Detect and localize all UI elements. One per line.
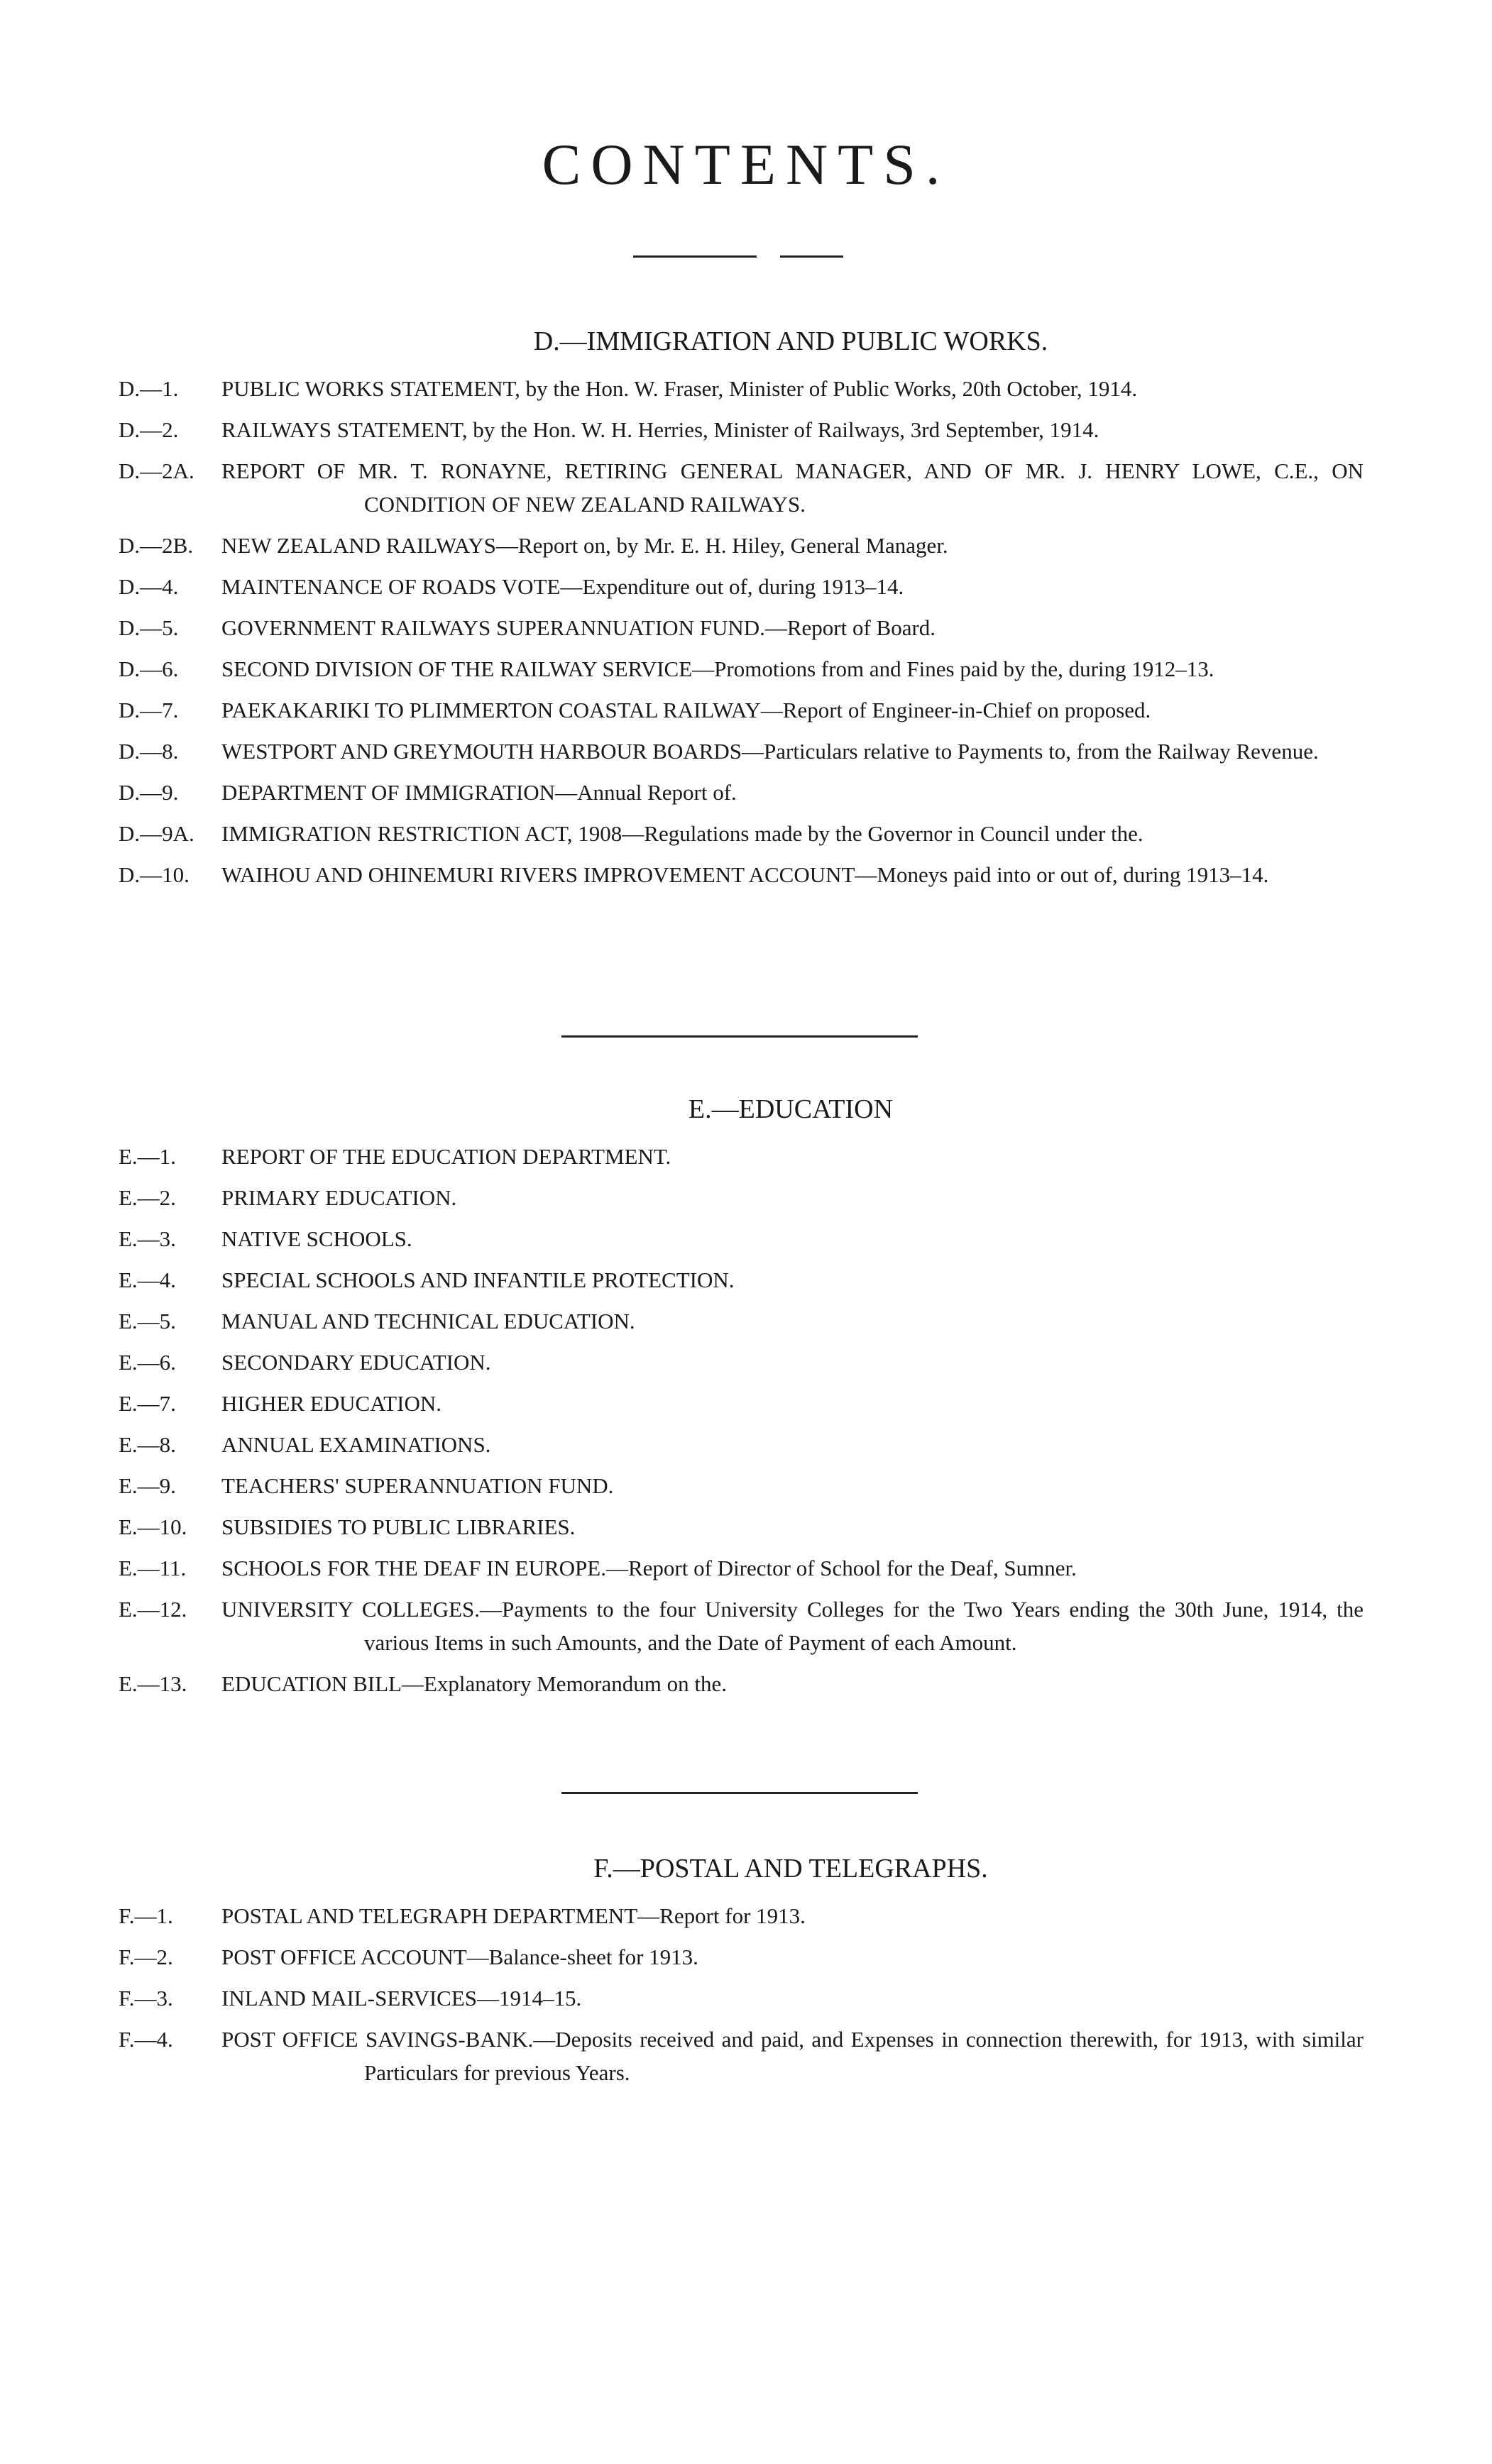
entry-text: WAIHOU AND OHINEMURI RIVERS IMPROVEMENT ACCOUNT—Moneys paid into or out of, during 1913–14. <box>221 862 1269 887</box>
entry-code: E.—3. <box>119 1226 176 1251</box>
contents-entry <box>119 1940 1364 1974</box>
contents-entry <box>119 529 1364 562</box>
entry-code: D.—10. <box>119 862 190 887</box>
section-education <box>119 1087 1364 1708</box>
entry-code: D.—4. <box>119 574 179 599</box>
entry-code: E.—10. <box>119 1514 187 1539</box>
entry-text: HIGHER EDUCATION. <box>221 1391 441 1416</box>
section-immigration-public-works <box>119 319 1364 899</box>
entry-text: POSTAL AND TELEGRAPH DEPARTMENT—Report for 1913. <box>221 1903 806 1928</box>
entry-code: E.—5. <box>119 1309 176 1333</box>
entry-text: POST OFFICE SAVINGS-BANK.—Deposits received and paid, and Expenses in connection therewith, for 1913, with similar Particulars for previous Years. <box>221 2027 1364 2085</box>
contents-entry <box>119 1346 1364 1379</box>
entry-text: MANUAL AND TECHNICAL EDUCATION. <box>221 1309 635 1333</box>
entry-text: UNIVERSITY COLLEGES.—Payments to the four University Colleges for the Two Years ending the 30th June, 1914, the various Items in such Amounts, and the Date of Payment of each Amount. <box>221 1597 1364 1655</box>
contents-entry <box>119 1387 1364 1420</box>
entry-code: E.—6. <box>119 1350 176 1375</box>
entry-code: E.—11. <box>119 1556 187 1580</box>
entry-text: NEW ZEALAND RAILWAYS—Report on, by Mr. E. H. Hiley, General Manager. <box>221 533 948 558</box>
contents-entry <box>119 1593 1364 1659</box>
contents-entry <box>119 776 1364 809</box>
entry-code: D.—2. <box>119 417 179 442</box>
contents-entry <box>119 2023 1364 2089</box>
entry-code: F.—1. <box>119 1903 173 1928</box>
entry-text: PRIMARY EDUCATION. <box>221 1185 457 1210</box>
entry-code: E.—9. <box>119 1473 176 1498</box>
contents-entry <box>119 1667 1364 1700</box>
entry-text: IMMIGRATION RESTRICTION ACT, 1908—Regulations made by the Governor in Council under the. <box>221 821 1143 846</box>
entry-code: D.—9. <box>119 780 179 805</box>
contents-entry <box>119 817 1364 850</box>
entry-code: E.—13. <box>119 1671 187 1696</box>
entry-code: D.—7. <box>119 698 179 722</box>
contents-entry <box>119 1469 1364 1502</box>
entry-code: D.—8. <box>119 739 179 764</box>
contents-entry <box>119 372 1364 405</box>
contents-entry <box>119 570 1364 603</box>
contents-entry <box>119 1304 1364 1338</box>
entry-text: TEACHERS' SUPERANNUATION FUND. <box>221 1473 614 1498</box>
entry-code: D.—1. <box>119 376 179 401</box>
entry-text: PUBLIC WORKS STATEMENT, by the Hon. W. Fraser, Minister of Public Works, 20th October, 1914. <box>221 376 1138 401</box>
entry-code: E.—1. <box>119 1144 176 1169</box>
contents-entry <box>119 1263 1364 1297</box>
entry-text: WESTPORT AND GREYMOUTH HARBOUR BOARDS—Particulars relative to Payments to, from the Railway Revenue. <box>221 739 1319 764</box>
contents-entry <box>119 1899 1364 1932</box>
entry-text: ANNUAL EXAMINATIONS. <box>221 1432 491 1457</box>
contents-entry <box>119 693 1364 727</box>
entry-code: F.—2. <box>119 1945 173 1969</box>
section-heading: E.—EDUCATION <box>688 1094 894 1124</box>
section-postal-telegraphs <box>119 1847 1364 2097</box>
divider <box>780 255 843 258</box>
entry-code: E.—8. <box>119 1432 176 1457</box>
contents-entry <box>119 413 1364 446</box>
contents-entry <box>119 1981 1364 2015</box>
contents-entry <box>119 454 1364 521</box>
entry-text: POST OFFICE ACCOUNT—Balance-sheet for 1913. <box>221 1945 698 1969</box>
page-title: CONTENTS. <box>542 132 950 197</box>
contents-entry <box>119 1428 1364 1461</box>
entry-text: SECOND DIVISION OF THE RAILWAY SERVICE—Promotions from and Fines paid by the, during 1912–13. <box>221 656 1214 681</box>
contents-entry <box>119 735 1364 768</box>
entry-text: GOVERNMENT RAILWAYS SUPERANNUATION FUND.—Report of Board. <box>221 615 936 640</box>
entry-code: E.—7. <box>119 1391 176 1416</box>
section-heading: D.—IMMIGRATION AND PUBLIC WORKS. <box>533 326 1048 356</box>
entry-text: PAEKAKARIKI TO PLIMMERTON COASTAL RAILWAY—Report of Engineer-in-Chief on proposed. <box>221 698 1151 722</box>
entry-text: SCHOOLS FOR THE DEAF IN EUROPE.—Report of Director of School for the Deaf, Sumner. <box>221 1556 1077 1580</box>
contents-entry <box>119 1551 1364 1585</box>
entry-code: E.—2. <box>119 1185 176 1210</box>
entry-text: REPORT OF THE EDUCATION DEPARTMENT. <box>221 1144 671 1169</box>
entry-text: SUBSIDIES TO PUBLIC LIBRARIES. <box>221 1514 576 1539</box>
entry-text: SECONDARY EDUCATION. <box>221 1350 491 1375</box>
entry-code: E.—12. <box>119 1597 187 1622</box>
entry-code: F.—3. <box>119 1986 173 2011</box>
contents-entry <box>119 858 1364 891</box>
entry-code: F.—4. <box>119 2027 173 2052</box>
contents-entry <box>119 652 1364 686</box>
entry-text: RAILWAYS STATEMENT, by the Hon. W. H. Herries, Minister of Railways, 3rd September, 1914. <box>221 417 1099 442</box>
contents-entry <box>119 1222 1364 1255</box>
divider <box>561 1792 918 1794</box>
divider <box>561 1035 918 1038</box>
entry-code: E.—4. <box>119 1267 176 1292</box>
entry-text: NATIVE SCHOOLS. <box>221 1226 412 1251</box>
contents-entry <box>119 1140 1364 1173</box>
entry-text: EDUCATION BILL—Explanatory Memorandum on the. <box>221 1671 728 1696</box>
entry-code: D.—6. <box>119 656 179 681</box>
entry-text: DEPARTMENT OF IMMIGRATION—Annual Report of. <box>221 780 737 805</box>
section-heading: F.—POSTAL AND TELEGRAPHS. <box>593 1854 988 1883</box>
entry-text: REPORT OF MR. T. RONAYNE, RETIRING GENERAL MANAGER, AND OF MR. J. HENRY LOWE, C.E., ON CONDITION OF NEW ZEALAND RAILWAYS. <box>221 458 1364 517</box>
entry-text: INLAND MAIL-SERVICES—1914–15. <box>221 1986 582 2011</box>
contents-entry <box>119 1510 1364 1544</box>
contents-entry <box>119 1181 1364 1214</box>
contents-entry <box>119 611 1364 644</box>
entry-code: D.—2A. <box>119 458 194 483</box>
entry-text: SPECIAL SCHOOLS AND INFANTILE PROTECTION. <box>221 1267 735 1292</box>
entry-text: MAINTENANCE OF ROADS VOTE—Expenditure out of, during 1913–14. <box>221 574 904 599</box>
entry-code: D.—2B. <box>119 533 194 558</box>
entry-code: D.—9A. <box>119 821 194 846</box>
divider <box>633 255 757 258</box>
entry-code: D.—5. <box>119 615 179 640</box>
